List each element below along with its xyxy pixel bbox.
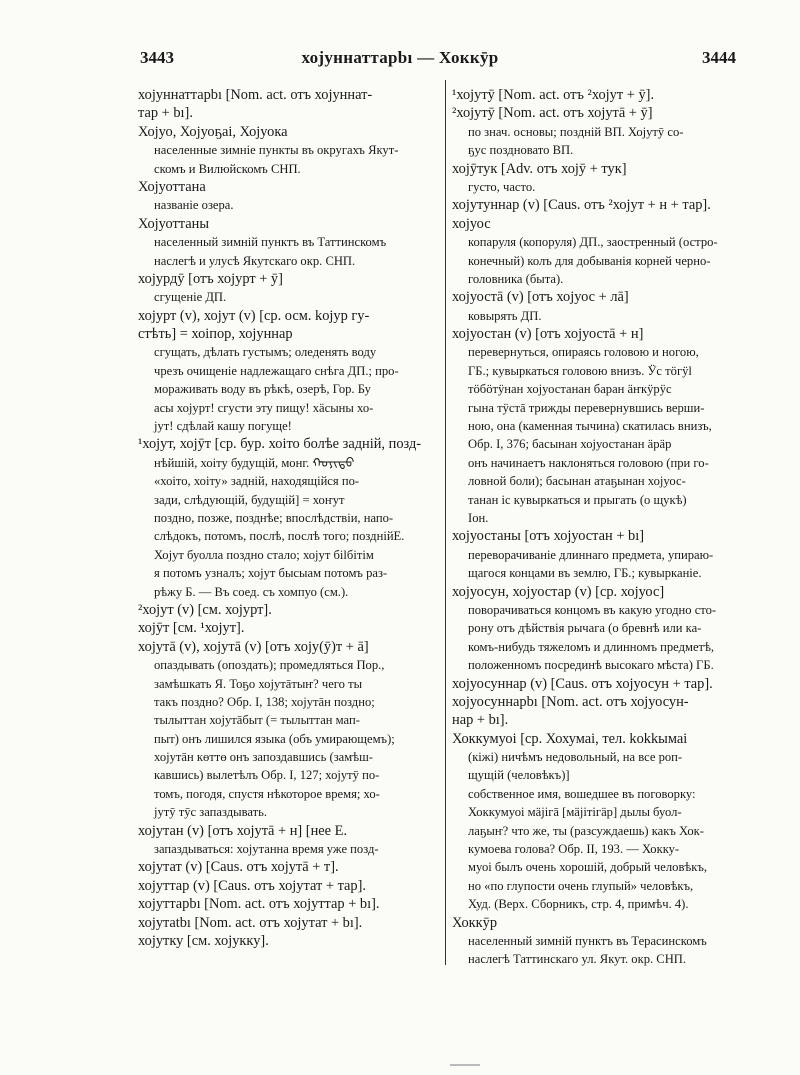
entry-headword-line: ¹хоjут, хоjӯт [ср. бур. хоіто болѣе задній, позд- — [138, 436, 422, 453]
entry-headword-line: нар + bı]. — [452, 712, 509, 729]
entry-definition-line: (кіжі) ничѣмъ недовольный, на все роп- — [468, 750, 683, 765]
entry-headword-line: хоjутан (v) [отъ хоjутā + н] [нее Е. — [138, 822, 348, 839]
entry-definition-line: Худ. (Верх. Сборникъ, стр. 4, примѣч. 4). — [468, 897, 689, 912]
entry-definition-line: опаздывать (опоздать); промедляться Пор., — [154, 658, 385, 673]
entry-definition-line: но «по глупости очень глупый» человѣкъ, — [468, 878, 694, 893]
entry-definition-line: Іон. — [468, 510, 489, 525]
entry-definition-line: онъ начинаетъ наклоняться головою (при го- — [468, 455, 709, 470]
entry-definition-line: я потомъ узналъ; хоjут бысыам потомъ раз- — [154, 566, 388, 581]
entry-headword-line: хоjурдӯ [отъ хоjурт + ӯ] — [138, 270, 283, 287]
entry-definition-line: ҕус поздновато ВП. — [468, 143, 574, 158]
entry-headword-line: хоjуосуннарbı [Nom. act. отъ хоjуосун- — [452, 693, 689, 710]
entry-definition-line: ною, она (каменная тычина) скатилась внизъ, — [468, 419, 712, 434]
entry-definition-line: по знач. основы; поздній ВП. Хоjутӯ со- — [468, 124, 684, 139]
entry-headword-line: хоjӯт [см. ¹хоjут]. — [138, 620, 245, 637]
entry-definition-line: ГБ.; кувыркаться головою внизъ. Ӱс тӧгӱl — [468, 363, 692, 378]
entry-headword-line: хоjуостаны [отъ хоjуостан + bı] — [452, 528, 645, 545]
entry-definition-line: населенные зимніе пункты въ округахъ Якут- — [154, 143, 399, 158]
entry-headword-line: Хоккумуоі [ср. Хохумаі, тел. kokkымаі — [452, 730, 688, 747]
entry-headword-line: Хоjуоттаны — [138, 215, 210, 232]
entry-headword-line: хоjуостан (v) [отъ хоjуостā + н] — [452, 326, 644, 343]
entry-headword-line: хоjутatbı [Nom. act. отъ хоjутат + bı]. — [138, 914, 363, 931]
entry-definition-line: слѣдокъ, потомъ, послѣ, послѣ того; позднійЕ. — [154, 529, 405, 544]
entry-definition-line: томъ, погодя, спустя нѣкоторое время; хо- — [154, 786, 380, 801]
entry-headword-line: хоjутку [см. хоjукку]. — [138, 932, 269, 949]
entry-definition-line: jутӯ тӯс запаздывать. — [154, 805, 268, 820]
entry-definition-line: пыт) онъ лишился языка (объ умирающемъ); — [154, 731, 395, 746]
entry-definition-line: нѣйшій, хоіту будущій, монг. ᠬᠣᠶᠢᠲᠤ — [154, 455, 355, 470]
entry-definition-line: рѣжу Б. — Въ соед. съ хомпуо (см.). — [154, 584, 349, 599]
entry-headword-line: хоjуттарbı [Nom. act. отъ хоjуттар + bı]. — [138, 896, 380, 913]
entry-headword-line: ²хоjутӯ [Nom. act. отъ хоjутā + ӯ] — [452, 105, 653, 122]
entry-definition-line: гына тӱстā трижды перевернувшись верши- — [468, 400, 705, 415]
entry-definition-line: наслегѣ Таттинскаго ул. Якут. окр. СНП. — [468, 952, 687, 967]
entry-headword-line: Хоккӯр — [452, 914, 498, 931]
entry-definition-line: щагося концами въ землю, ГБ.; кувырканіе. — [468, 566, 702, 581]
entry-definition-line: ловной боли); басынан атаҕынан хоjуос- — [468, 474, 686, 489]
entry-definition-line: переворачиваніе длиннаго предмета, упираю- — [468, 547, 714, 562]
column-divider — [445, 80, 446, 965]
entry-headword-line: хоjуостā (v) [отъ хоjуос + лā] — [452, 289, 629, 306]
entry-headword-line: Хоjуо, Хоjуоҕаі, Хоjуока — [138, 123, 288, 140]
entry-definition-line: запаздываться: хоjутанна время уже позд- — [154, 842, 379, 857]
entry-definition-line: ковырять ДП. — [468, 308, 542, 323]
entry-headword-line: стѣть] = хоіпор, хоjуннар — [138, 326, 293, 343]
entry-headword-line: ¹хоjутӯ [Nom. act. отъ ²хоjут + ӯ]. — [452, 87, 655, 103]
entry-definition-line: населенный зимній пунктъ въ Таттинскомъ — [154, 235, 387, 250]
entry-definition-line: комъ-нибудь тяжеломъ и длинномъ предметѣ, — [468, 639, 715, 654]
entry-definition-line: поворачиваться концомъ въ какую угодно сто- — [468, 602, 717, 617]
entry-headword-line: хоjӯтук [Adv. отъ хоjӯ + тук] — [452, 160, 627, 177]
left-column — [138, 86, 442, 950]
entry-definition-line: поздно, позже, позднѣе; впослѣдствіи, напо- — [154, 510, 394, 525]
entry-definition-line: рону отъ дѣйствія рычага (о бревнѣ или ка- — [468, 621, 702, 636]
entry-definition-line: муоі былъ очень хорошій, добрый человѣкъ, — [468, 860, 708, 875]
entry-definition-line: копаруля (копоруля) ДП., заостренный (остро- — [468, 235, 718, 250]
entry-definition-line: замѣшкать Я. Тоҕо хоjутāтыҥ? чего ты — [154, 676, 363, 691]
entry-headword-line: тар + bı]. — [138, 105, 193, 122]
right-column — [452, 86, 780, 969]
entry-definition-line: такъ поздно? Обр. I, 138; хоjутāн поздно; — [154, 694, 375, 709]
page-number-right: 3444 — [702, 48, 736, 67]
entry-headword-line: хоjуттар (v) [Caus. отъ хоjутат + тар]. — [138, 877, 367, 894]
entry-definition-line: кавшись) вылетѣлъ Обр. I, 127; хоjутӯ по- — [154, 768, 380, 783]
entry-definition-line: сгущать, дѣлать густымъ; оледенять воду — [154, 345, 377, 360]
entry-headword-line: хоjутуннар (v) [Caus. отъ ²хоjут + н + тар]. — [452, 197, 711, 214]
page-footer-mark — [450, 1064, 480, 1066]
entry-definition-line: густо, часто. — [468, 179, 536, 194]
entry-definition-line: собственное имя, вошедшее въ поговорку: — [468, 786, 696, 801]
entry-definition-line: хоjутāн көттө онъ запоздавшись (замѣш- — [154, 750, 373, 765]
entry-definition-line: jут! сдѣлай кашу погуще! — [154, 419, 292, 434]
entry-definition-line: положенномъ посрединѣ высокаго мѣста) ГБ. — [468, 658, 714, 673]
entry-definition-line: кумоева голова? Обр. II, 193. — Хокку- — [468, 842, 680, 857]
entry-definition-line: асы хоjурт! сгусти эту пищу! хäсыны хо- — [154, 400, 374, 415]
entry-headword-line: хоjутат (v) [Caus. отъ хоjутā + т]. — [138, 859, 339, 876]
entry-headword-line: хоjутā (v), хоjутā (v) [отъ хоjу(ӯ)т + ā] — [138, 638, 369, 655]
entry-definition-line: Хоккумуоі мäjігā [мäjітігäр] дылы буол- — [468, 805, 682, 820]
entry-definition-line: Хоjут буолла поздно стало; хоjут біlбітім — [154, 547, 374, 562]
entry-definition-line: конечный) колъ для добыванія корней черно- — [468, 253, 711, 268]
entry-definition-line: головника (быта). — [468, 271, 564, 286]
page-header — [0, 44, 800, 74]
entry-headword-line: хоjурт (v), хоjут (v) [ср. осм. kојур гу- — [138, 307, 370, 324]
entry-headword-line: Хоjуоттана — [138, 178, 206, 195]
page-number-left: 3443 — [140, 48, 174, 67]
entry-definition-line: названіе озера. — [154, 198, 234, 213]
entry-headword-line: ²хоjут (v) [см. хоjурт]. — [138, 601, 272, 618]
entry-definition-line: тӧбӧтӱнан хоjуостанан баран ӓҥкӱрӱс — [468, 382, 672, 397]
entry-headword-line: хоjуос — [452, 215, 491, 232]
entry-definition-line: тылыттан хоjутāбыт (= тылыттан мап- — [154, 713, 360, 728]
entry-definition-line: чрезъ очищеніе надлежащаго снѣга ДП.; про- — [154, 363, 399, 378]
entry-definition-line: Обр. I, 376; басынан хоjуостанан ӓрӓр — [468, 437, 672, 452]
entry-definition-line: «хоіто, хоіту» задній, находящійся по- — [154, 474, 360, 489]
entry-definition-line: мораживать воду въ рѣкѣ, озерѣ, Гор. Бу — [154, 382, 371, 397]
entry-definition-line: щущій (человѣкъ)] — [468, 768, 570, 783]
entry-headword-line: хоjуннаттарbı [Nom. act. отъ хоjуннат- — [138, 87, 373, 103]
entry-headword-line: хоjуосун, хоjуостар (v) [ср. хоjуос] — [452, 583, 665, 600]
entry-headword-line: хоjуосуннар (v) [Caus. отъ хоjуосун + тар]. — [452, 675, 713, 692]
entry-definition-line: танан іс кувыркаться и прыгать (о щукѣ) — [468, 492, 687, 507]
entry-definition-line: лаҕыҥ? что же, ты (разсуждаешь) какъ Хок- — [468, 823, 704, 838]
page-title: хоjуннаттарbı — Хоккӯр — [301, 48, 499, 67]
entry-definition-line: населенный зимній пунктъ въ Терасинскомъ — [468, 933, 707, 948]
entry-definition-line: наслегѣ и улусѣ Якутскаго окр. СНП. — [154, 253, 356, 268]
entry-definition-line: зади, слѣдующій, будущій] = хоҥут — [154, 492, 345, 507]
entry-definition-line: сгущеніе ДП. — [154, 290, 227, 305]
entry-definition-line: скомъ и Вилюйскомъ СНП. — [154, 161, 301, 176]
entry-definition-line: перевернуться, опираясь головою и ногою, — [468, 345, 699, 360]
